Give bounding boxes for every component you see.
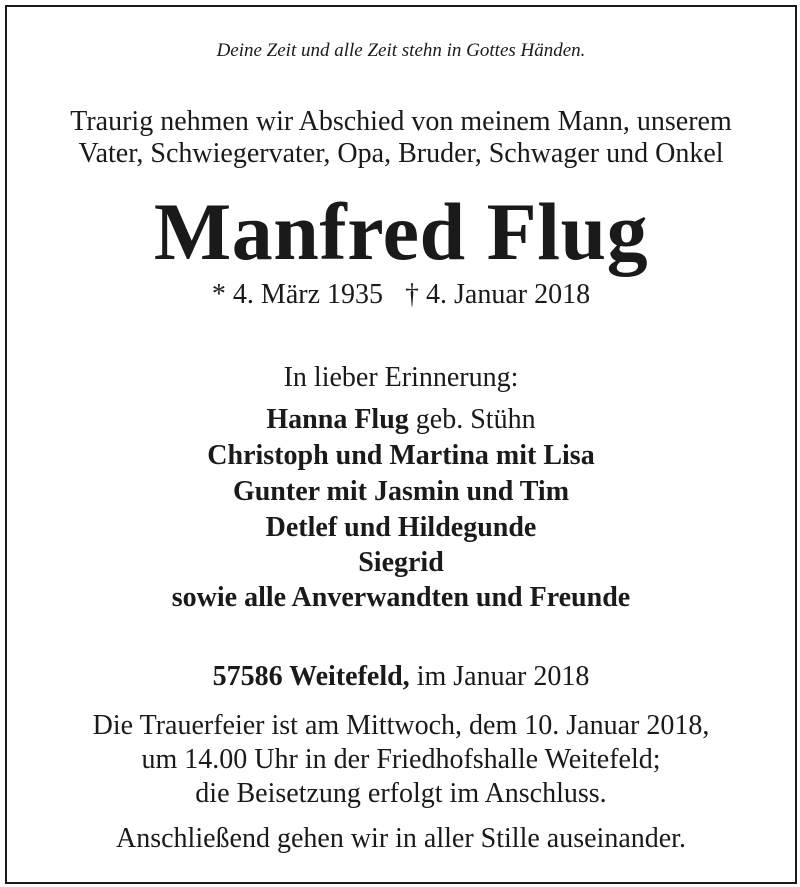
place-date: im Januar 2018 xyxy=(409,661,590,692)
memory-heading: In lieber Erinnerung: xyxy=(283,362,519,393)
mourner-line: Siegrid xyxy=(358,547,444,578)
place: 57586 Weitefeld, xyxy=(212,661,410,692)
place-and-date xyxy=(7,661,795,693)
death-date: † 4. Januar 2018 xyxy=(405,279,591,310)
funeral-line-2: um 14.00 Uhr in der Friedhofshalle Weitefeld; xyxy=(141,744,661,775)
spouse-maiden-name: geb. Stühn xyxy=(408,404,536,435)
mourner-spouse xyxy=(7,404,795,436)
deceased-name: Manfred Flug xyxy=(153,186,649,277)
funeral-line-1: Die Trauerfeier ist am Mittwoch, dem 10. Januar 2018, xyxy=(92,710,710,741)
intro-line-2: Vater, Schwiegervater, Opa, Bruder, Schwager und Onkel xyxy=(78,138,724,169)
motto: Deine Zeit und alle Zeit stehn in Gottes Händen. xyxy=(216,40,586,61)
intro-line-1: Traurig nehmen wir Abschied von meinem Mann, unserem xyxy=(70,106,732,137)
mourner-line: sowie alle Anverwandten und Freunde xyxy=(171,582,631,613)
obituary-notice xyxy=(5,5,797,884)
birth-date: * 4. März 1935 xyxy=(211,279,383,310)
mourner-line: Christoph und Martina mit Lisa xyxy=(207,440,595,471)
funeral-line-3: die Beisetzung erfolgt im Anschluss. xyxy=(195,778,607,809)
life-dates xyxy=(7,279,795,311)
spouse-name: Hanna Flug xyxy=(266,404,409,435)
mourner-line: Gunter mit Jasmin und Tim xyxy=(232,476,570,507)
mourner-line: Detlef und Hildegunde xyxy=(265,512,537,543)
closing-line: Anschließend gehen wir in aller Stille auseinander. xyxy=(116,823,686,854)
